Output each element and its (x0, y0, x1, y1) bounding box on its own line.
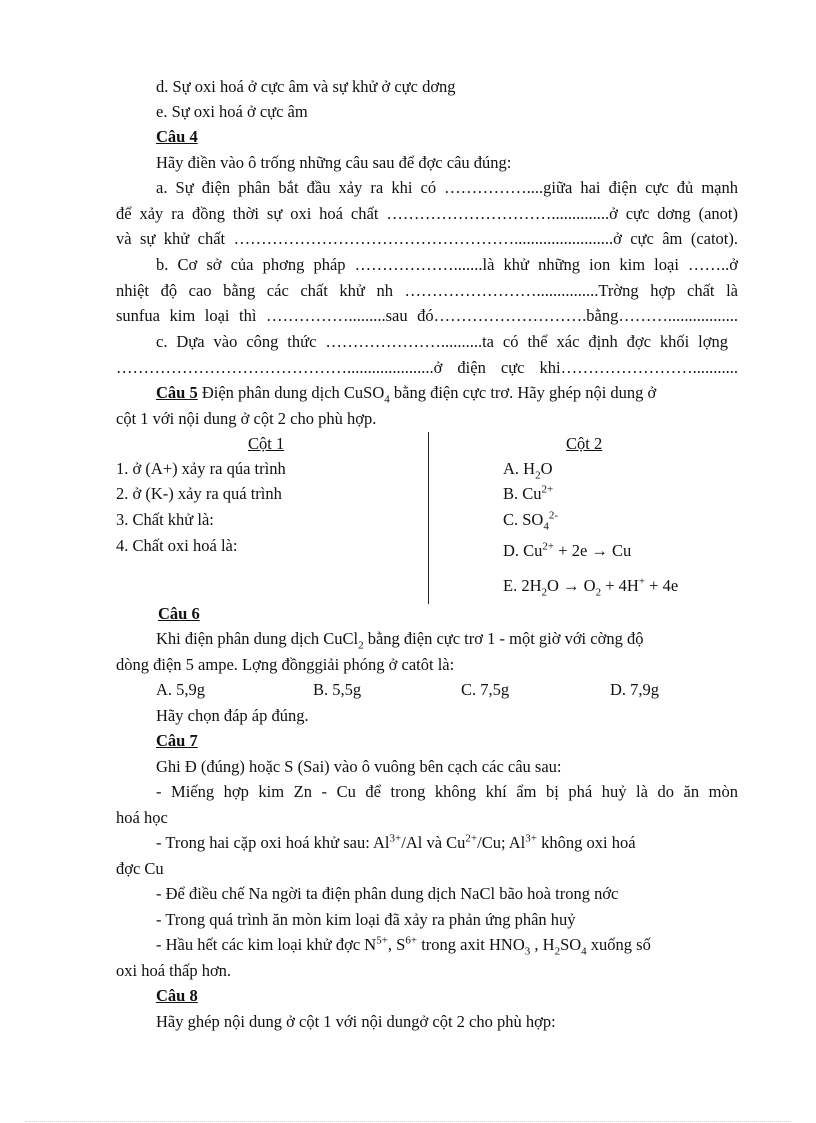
cau7-statement-2: - Trong hai cặp oxi hoá khử sau: $Al^{3+}/Al$ và $Cu^{2+}/Cu$; $Al^{3+}$ không oxi hoá (156, 832, 636, 852)
cau7-statement-3: - Để điều chế Na ngời ta điện phân dung dịch NaCl bão hoà trong nớc (156, 884, 619, 903)
cau4-c-line2: …………………………………….....................ở điện cực khi……………………........... (116, 358, 738, 377)
col2-item-d: D. $Cu^{2+} + 2e \to Cu$ (503, 540, 632, 560)
option-e-line: e. Sự oxi hoá ở cực âm (156, 102, 308, 121)
cau4-b-line1: b. Cơ sở của phơng pháp ……………….......là khử những ion kim loại ……..ở (156, 255, 738, 274)
cau7-statement-5: - Hầu hết các kim loại khử đợc $N^{5+}$, $S^{6+}$ trong axit $HNO_3$ , $H_2SO_4$ xuống số (156, 934, 651, 958)
column-divider (428, 432, 429, 604)
cau5-line1 (156, 382, 656, 404)
col1-item-1: 1. ở (A+) xảy ra qúa trình (116, 459, 286, 478)
cau4-c-line1: c. Dựa vào công thức …………………..........ta có thể xác định đợc khối lợng (156, 332, 728, 351)
cau7-statement-1: - Miếng hợp kim Zn - Cu để trong không khí ẩm bị phá huỷ là do ăn mòn (156, 782, 738, 801)
cau5-text-end: bằng điện cực trơ. Hãy ghép nội dung ở (389, 383, 657, 402)
cau6-line1: Khi điện phân dung dịch CuCl$_2$ bằng điện cực trơ 1 - một giờ với cờng độ (156, 629, 644, 652)
cau4-a-line2: để xảy ra đồng thời sự oxi hoá chất …………………………..............ở cực dơng (anot) (116, 204, 738, 223)
page-bottom-rule (25, 1121, 791, 1122)
col1-item-2: 2. ở (K-) xảy ra quá trình (116, 484, 282, 503)
cau6-line2: dòng điện 5 ampe. Lợng đồnggiải phóng ở catôt là: (116, 655, 455, 674)
cau5-title: Câu 5 (156, 383, 198, 402)
cau6-title: Câu 6 (158, 604, 200, 623)
col2-item-e: E. $2H_2O \to O_2 + 4H^+ + 4e$ (503, 575, 679, 599)
cau8-title: Câu 8 (156, 986, 198, 1005)
option-d-line: d. Sự oxi hoá ở cực âm và sự khử ở cực dơng (156, 77, 456, 96)
cau6-option-b: B. 5,5g (313, 680, 362, 699)
cau7-title: Câu 7 (156, 731, 198, 750)
cau7-statement-1-cont: hoá học (116, 808, 168, 827)
col2-header: Cột 2 (566, 434, 603, 453)
cau5-text: Điện phân dung dịch CuSO (197, 383, 385, 402)
cau7-statement-2-cont: đợc Cu (116, 859, 164, 878)
cau7-intro: Ghi Đ (đúng) hoặc S (Sai) vào ô vuông bên cạch các câu sau: (156, 757, 562, 776)
cau7-statement-5-cont: oxi hoá thấp hơn. (116, 961, 232, 980)
cau8-intro: Hãy ghép nội dung ở cột 1 với nội dungở cột 2 cho phù hợp: (156, 1012, 556, 1031)
col2-item-a: A. $H_2O$ (503, 459, 553, 482)
cau4-title: Câu 4 (156, 127, 198, 146)
cau4-a-line1: a. Sự điện phân bắt đầu xảy ra khi có ……………....giữa hai điện cực đủ mạnh (156, 178, 738, 197)
col1-item-4: 4. Chất oxi hoá là: (116, 536, 238, 555)
col2-item-c: C. $SO_4^{2-}$ (503, 509, 559, 533)
col1-item-3: 3. Chất khử là: (116, 510, 214, 529)
cau6-instruction: Hãy chọn đáp áp đúng. (156, 706, 309, 725)
cau5-sub: 4 (384, 393, 390, 406)
cau7-statement-4: - Trong quá trình ăn mòn kim loại đã xảy ra phản ứng phân huỷ (156, 910, 576, 929)
cau4-b-line3: sunfua kim loại thì …………….........sau đó……………………….bằng………................. (116, 306, 738, 325)
col2-item-b: B. $Cu^{2+}$ (503, 483, 554, 503)
cau4-b-line2: nhiệt độ cao bằng các chất khử nh ……………………...............Trờng hợp chất là (116, 281, 738, 300)
cau4-a-line3: và sự khử chất ……………………………………………........................ở cực âm (catot). (116, 229, 738, 248)
cau5-line2: cột 1 với nội dung ở cột 2 cho phù hợp. (116, 409, 377, 428)
cau4-intro: Hãy điền vào ô trống những câu sau để đợc câu đúng: (156, 153, 512, 172)
col1-header: Cột 1 (248, 434, 285, 453)
cau6-option-a: A. 5,9g (156, 680, 206, 699)
cau6-option-d: D. 7,9g (610, 680, 660, 699)
cau6-option-c: C. 7,5g (461, 680, 510, 699)
